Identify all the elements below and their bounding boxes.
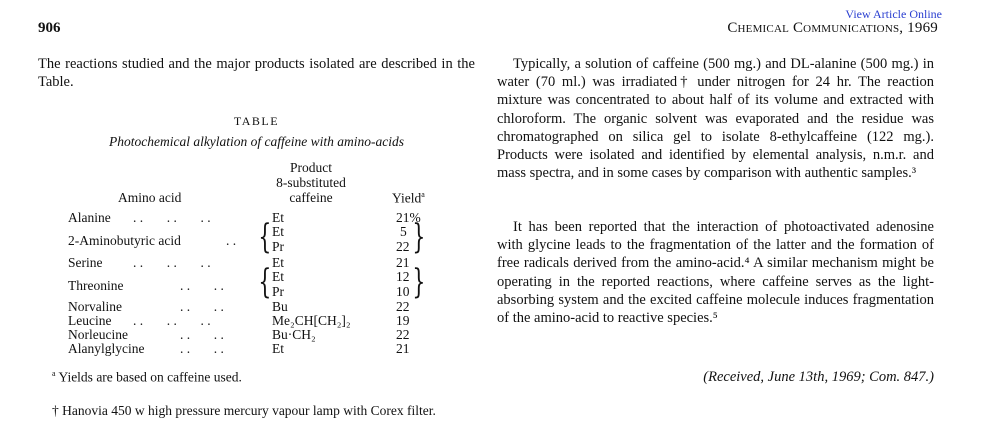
table-caption: Photochemical alkylation of caffeine with amino-acids <box>108 134 405 149</box>
leader-dots: . . . . . . <box>133 210 211 225</box>
leader-dots: . . . . <box>180 327 224 342</box>
table-label: TABLE <box>233 114 280 128</box>
table-row-alanine-acid: Alanine <box>68 210 111 225</box>
table-row-aminobutyric-yield-2: 22 <box>396 239 410 254</box>
table-row-aminobutyric-acid: 2-Aminobutyric acid <box>68 233 181 248</box>
left-brace: { <box>258 262 272 302</box>
table-row-norvaline-acid: Norvaline <box>68 299 122 314</box>
leader-dots: . . . . <box>180 278 224 293</box>
leader-dots: . . . . <box>180 341 224 356</box>
paragraph-procedure: Typically, a solution of caffeine (500 mg.) and DL-alanine (500 mg.) in water (70 ml.) was irradiated† under nitrogen for 24 hr. The reaction mixture was concentrated to about half of its volume and extracted with chloroform. The organic solvent was evaporated and the residue was chromatographed on silica gel to isolate 8-ethylcaffeine (122 mg.). Products were isolated and identified by elemental analysis, n.m.r. and mass spectra, and in some cases by comparison with authentic samples.³ <box>497 56 934 182</box>
table-row-serine-yield: 21 <box>396 255 410 270</box>
intro-paragraph: The reactions studied and the major products isolated are described in the Table. <box>38 56 475 91</box>
table-row-threonine-product-2: Pr <box>272 284 285 299</box>
view-article-online-link[interactable]: View Article Online <box>845 7 942 21</box>
table-row-threonine-yield-2: 10 <box>396 284 410 299</box>
table-row-alanine-yield: 21% <box>396 210 421 225</box>
table-row-aminobutyric-yield-1: 5 <box>400 224 407 239</box>
table-row-alanylglycine-yield: 21 <box>396 341 410 356</box>
table-footnote: $^a$ Yields are based on caffeine used. <box>52 369 242 385</box>
yield-header: Yield$^a$ <box>392 190 425 206</box>
right-brace: } <box>412 217 426 257</box>
table-row-leucine-acid: Leucine <box>68 313 112 328</box>
amino-acid-header: Amino acid <box>118 190 182 205</box>
table-row-norleucine-product: Bu·CH₂ <box>272 327 316 342</box>
table-row-norleucine-yield: 22 <box>396 327 410 342</box>
right-brace: } <box>412 262 426 302</box>
dagger-footnote: † Hanovia 450 w high pressure mercury vapour lamp with Corex filter. <box>52 403 436 418</box>
paragraph-mechanism: It has been reported that the interaction of photoactivated adenosine with glycine leads to the fragmentation of the latter and the formation of free radicals derived from the amino-acid.⁴ A similar mechanism might be operating in the reported reactions, where caffeine serves as the light-absorbing system and the excited caffeine molecule induces fragmentation of the amino-acid to reactive species.⁵ <box>497 219 934 327</box>
received-date: (Received, June 13th, 1969; Com. 847.) <box>703 369 934 385</box>
table-row-alanylglycine-product: Et <box>272 341 284 356</box>
table-row-leucine-yield: 19 <box>396 313 410 328</box>
table-row-norvaline-product: Bu <box>272 299 288 314</box>
table-row-serine-product: Et <box>272 255 284 270</box>
table-row-serine-acid: Serine <box>68 255 103 270</box>
table-row-alanylglycine-acid: Alanylglycine <box>68 341 145 356</box>
table-row-aminobutyric-product-2: Pr <box>272 239 285 254</box>
product-header: Product 8-substituted caffeine <box>276 160 346 205</box>
table-row-norleucine-acid: Norleucine <box>68 327 128 342</box>
journal-title: Chemical Communications, 1969 <box>727 20 938 36</box>
leader-dots: . . . . <box>180 299 224 314</box>
leader-dots: . . . . . . <box>133 313 211 328</box>
table-row-threonine-product-1: Et <box>272 269 284 284</box>
table-row-alanine-product: Et <box>272 210 284 225</box>
table-row-leucine-product: Me₂CH[CH₂]₂ <box>272 313 351 328</box>
left-brace: { <box>258 217 272 257</box>
leader-dots: . . . . . . <box>133 255 211 270</box>
table-row-threonine-yield-1: 12 <box>396 269 410 284</box>
leader-dots: . . <box>226 233 237 248</box>
table-row-threonine-acid: Threonine <box>68 278 124 293</box>
page-number: 906 <box>38 20 61 36</box>
table-row-norvaline-yield: 22 <box>396 299 410 314</box>
table-row-aminobutyric-product-1: Et <box>272 224 284 239</box>
